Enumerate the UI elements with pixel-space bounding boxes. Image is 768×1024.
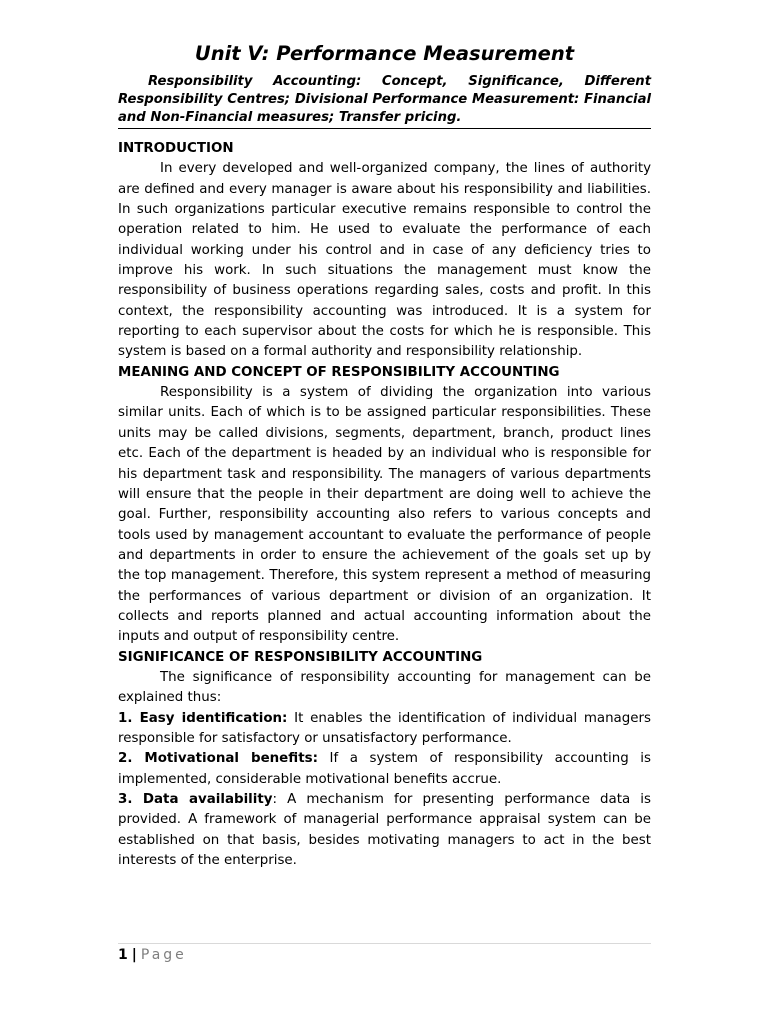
list-item-text: : A mechanism for presenting performance data is provided. A framework of managerial performance appraisal system can be established on that basis, besides motivating managers to act in the best interests of the enterprise.: [118, 792, 652, 869]
section-heading-significance: SIGNIFICANCE OF RESPONSIBILITY ACCOUNTING: [118, 649, 483, 665]
list-item-text: It enables the identification of individual managers responsible for satisfactory or unsatisfactory performance.: [118, 710, 651, 746]
meaning-paragraph: Responsibility is a system of dividing the organization into various similar units. Each of which is to be assigned particular responsibilities. These units may be called divisions, segments, department, branch, product lines etc. Each of the department is headed by an individual who is responsible for his department task and responsibility. The managers of various departments will ensure that the people in their department are doing well to achieve the goal. Further, responsibility accounting also refers to various concepts and tools used by management accountant to evaluate the performance of people and departments in order to ensure the achievement of the goals set up by the top management. Therefore, this system represent a method of measuring the performances of various department or division of an organization. It collects and reports planned and actual accounting information about the inputs and output of responsibility centre.: [118, 385, 651, 645]
list-item: [118, 749, 651, 790]
section-heading-introduction: INTRODUCTION: [118, 141, 234, 156]
header-divider: [118, 128, 651, 129]
significance-intro: The significance of responsibility accounting for management can be explained thus:: [118, 669, 651, 706]
introduction-paragraph: In every developed and well-organized company, the lines of authority are defined and every manager is aware about his responsibility and liabilities. In such organizations particular executive remains responsible to control the operation related to him. He used to evaluate the performance of each individual working under his control and in case of any deficiency tries to improve his work. In such situations the management must know the responsibility of business operations regarding sales, costs and profit. In this context, the responsibility accounting was introduced. It is a system for reporting to each supervisor about the costs for which he is responsible. This system is based on a formal authority and responsibility relationship.: [118, 161, 651, 360]
unit-subtitle: Responsibility Accounting: Concept, Significance, Different Responsibility Centres; Divisional Performance Measurement: Financial and Non-Financial measures; Transfer pricing.: [118, 74, 651, 125]
list-item: [118, 709, 651, 750]
document-body: [118, 139, 651, 871]
page-title: Unit V: Performance Measurement: [194, 42, 575, 65]
page-label: Page: [140, 947, 187, 963]
footer-separator: |: [131, 947, 137, 963]
page-footer: [118, 945, 187, 965]
list-item: [118, 790, 651, 871]
footer-divider: [118, 943, 651, 944]
list-item-text: If a system of responsibility accounting is implemented, considerable motivational benefits accrue.: [118, 751, 651, 787]
list-item-label: 3. Data availability: [118, 792, 273, 807]
page-number: 1: [118, 947, 128, 963]
list-item-label: 1. Easy identification:: [118, 710, 288, 726]
section-heading-meaning: MEANING AND CONCEPT OF RESPONSIBILITY ACCOUNTING: [118, 364, 560, 380]
list-item-label: 2. Motivational benefits:: [118, 751, 318, 767]
